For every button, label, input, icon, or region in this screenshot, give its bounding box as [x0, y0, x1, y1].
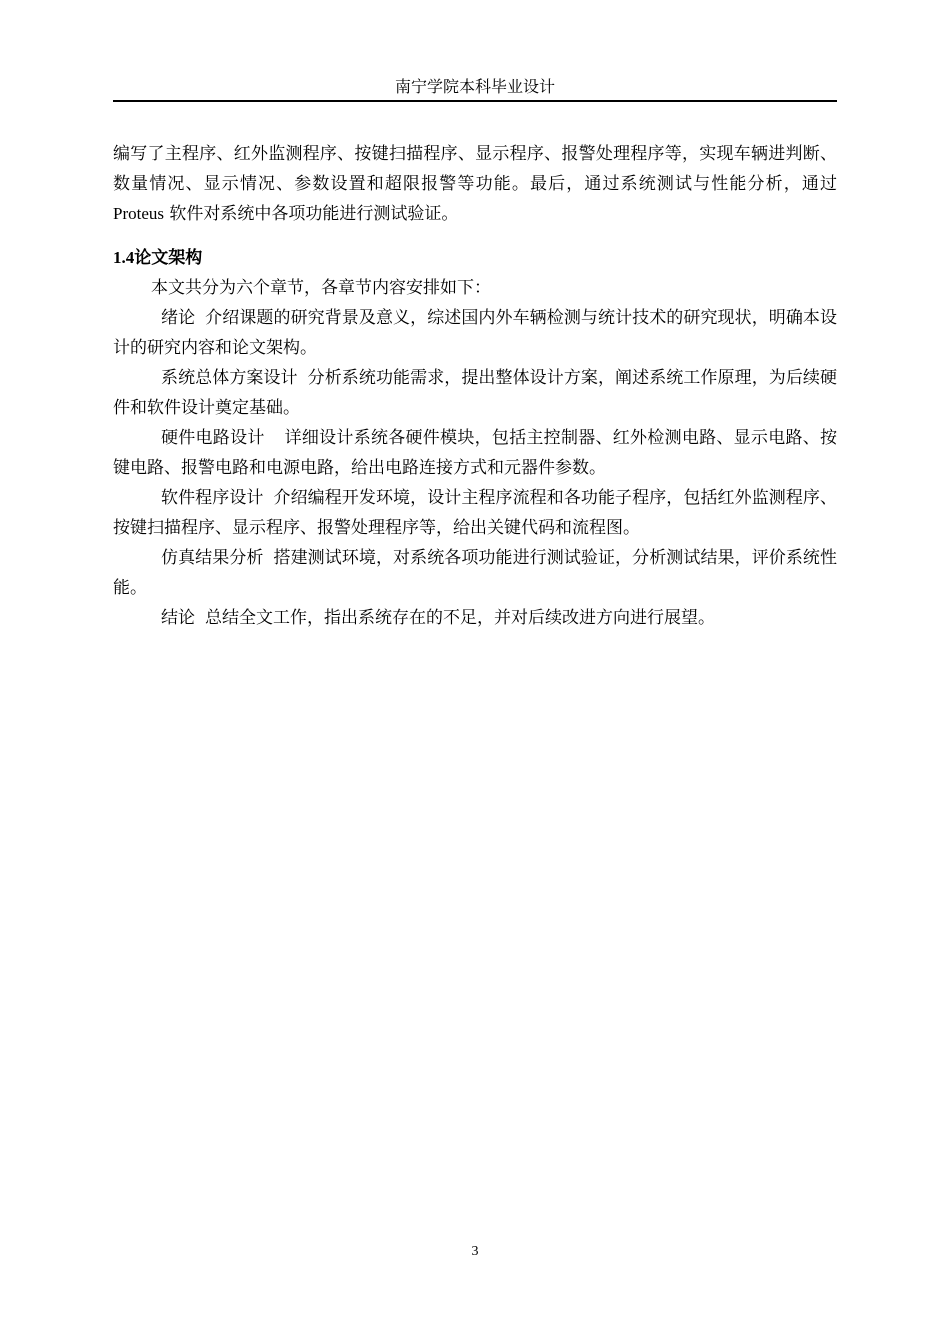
chapter-description: 分析系统功能需求，提出整体设计方案，阐述系统工作原理，为后续硬件和软件设计奠定基础。	[113, 368, 838, 418]
chapter-name: 系统总体方案设计	[161, 368, 298, 388]
header-divider	[113, 100, 837, 102]
chapter-description: 详细设计系统各硬件模块，包括主控制器、红外检测电路、显示电路、按键电路、报警电路和电源电路，给出电路连接方式和元器件参数。	[113, 428, 838, 478]
chapter-item	[113, 603, 837, 633]
chapter-description: 总结全文工作，指出系统存在的不足，并对后续改进方向进行展望。	[205, 608, 715, 628]
chapter-item	[113, 543, 837, 603]
paragraph-text-b: 软件对系统中各项功能进行测试验证。	[169, 204, 459, 224]
section-title: 论文架构	[134, 248, 203, 268]
chapter-description: 介绍课题的研究背景及意义，综述国内外车辆检测与统计技术的研究现状，明确本设计的研究内容和论文架构。	[113, 308, 838, 358]
chapter-description: 介绍编程开发环境，设计主程序流程和各功能子程序，包括红外监测程序、按键扫描程序、显示程序、报警处理程序等，给出关键代码和流程图。	[113, 488, 838, 538]
section-heading	[113, 243, 837, 273]
chapter-name: 硬件电路设计	[161, 428, 265, 448]
document-body	[113, 139, 837, 633]
continued-paragraph	[113, 139, 837, 229]
chapter-item	[113, 303, 837, 363]
page-number: 3	[471, 1244, 479, 1259]
paragraph-text-a: 编写了主程序、红外监测程序、按键扫描程序、显示程序、报警处理程序等，实现车辆进判断、数量情况、显示情况、参数设置和超限报警等功能。最后，通过系统测试与性能分析，通过	[113, 144, 837, 194]
chapter-item	[113, 363, 837, 423]
chapters-intro: 本文共分为六个章节，各章节内容安排如下：	[151, 278, 491, 298]
chapter-name: 软件程序设计	[161, 488, 264, 508]
chapter-name: 结论	[161, 608, 195, 628]
section-number: 1.4	[113, 248, 135, 267]
page-header-title: 南宁学院本科毕业设计	[394, 77, 555, 96]
chapter-description: 搭建测试环境，对系统各项功能进行测试验证，分析测试结果，评价系统性能。	[113, 548, 838, 598]
software-name: Proteus	[113, 204, 164, 223]
chapter-item	[113, 483, 837, 543]
chapter-name: 绪论	[161, 308, 196, 328]
chapter-item	[113, 423, 837, 483]
chapter-name: 仿真结果分析	[161, 548, 264, 568]
